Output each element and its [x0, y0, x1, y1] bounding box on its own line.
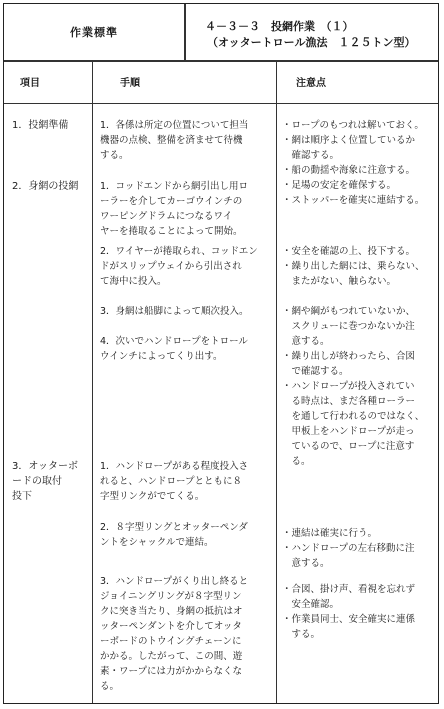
- procedure-step: 2．８字型リングとオッターペンダ ントをシャックルで連結。: [100, 522, 248, 548]
- note-group: ・安全を確認の上、投下する。 ・繰り出した網には、乗らない、 またがない、触らない。: [282, 246, 425, 287]
- note-group: ・ロープのもつれは解いておく。 ・網は順序よく位置しているか 確認する。 ・船の動揺や海象に注意する。 ・足場の安定を確保する。 ・ストッパーを確実に連結する。: [282, 120, 425, 206]
- column-header-item: 項目: [20, 78, 40, 89]
- sheet-label: 作業標準: [70, 26, 118, 39]
- column-header-notes: 注意点: [296, 78, 326, 89]
- column-header-rule: [4, 103, 438, 104]
- note-group: ・網や綱がもつれていないか、 スクリューに巻つかないか注 意する。 ・繰り出しが終わったら、合図 で確認する。 ・ハンドロープが投入されてい る時点は、まだ各種ローラー を通して行われるのではなく、 甲板上をハンドロープが走っ ているので、ロープに注意す る。: [282, 306, 425, 467]
- sheet-title: [187, 4, 440, 60]
- procedure-step: 1．各係は所定の位置について担当 機器の点検、整備を済ませて待機 する。: [100, 120, 249, 161]
- header-divider: [184, 4, 186, 60]
- item-net-casting: 2．身網の投網: [12, 181, 79, 192]
- note-group: ・連結は確実に行う。 ・ハンドロープの左右移動に注 意する。: [282, 528, 415, 569]
- note-group: ・合図、掛け声、看視を忘れず 安全確認。 ・作業員同士、安全確実に連係 する。: [282, 584, 416, 640]
- item-cast-preparation: 1．投網準備: [12, 120, 69, 131]
- procedure-step: 3．身網は船脚によって順次投入。: [100, 306, 249, 317]
- sheet-title-line1: ４－３－３ 投網作業 （１）: [205, 20, 354, 33]
- procedure-step: 1．コッドエンドから網引出し用ロ ーラーを介してカーゴウインチの ワーピングドラムにつなるワイ ヤーを捲取ることによって開始。: [100, 181, 248, 237]
- procedure-step: 1．ハンドロープがある程度投入さ れると、ハンドロープとともに８ 字型リンクがでてくる。: [100, 461, 249, 502]
- procedure-step: 4．次いでハンドロープをトロール ウインチによってくり出す。: [100, 336, 248, 362]
- procedure-step: 3．ハンドロープがくり出し終ると ジョイニングリングが８字型リン クに突き当たり、身網の抵抗はオ ッターペンダントを介してオッタ ーボードのトウイングチェーンに かかる。したがって、この間、遊 素・ワープには力がかからなくな る。: [100, 576, 249, 692]
- header-bottom-rule: [4, 60, 438, 62]
- work-standard-sheet: [3, 3, 439, 704]
- sheet-title-line2: （オッタートロール漁法 １２５トン型）: [207, 36, 416, 49]
- notes-column-divider: [276, 61, 277, 703]
- item-otterboard-attach: 3．オッターボ ードの取付 投下: [12, 461, 79, 502]
- item-column-divider: [92, 61, 93, 703]
- procedure-step: 2．ワイヤーが捲取られ、コッドエン ドがスリップウェイから引出され て海中に投入。: [100, 246, 258, 287]
- column-header-procedure: 手順: [120, 78, 140, 89]
